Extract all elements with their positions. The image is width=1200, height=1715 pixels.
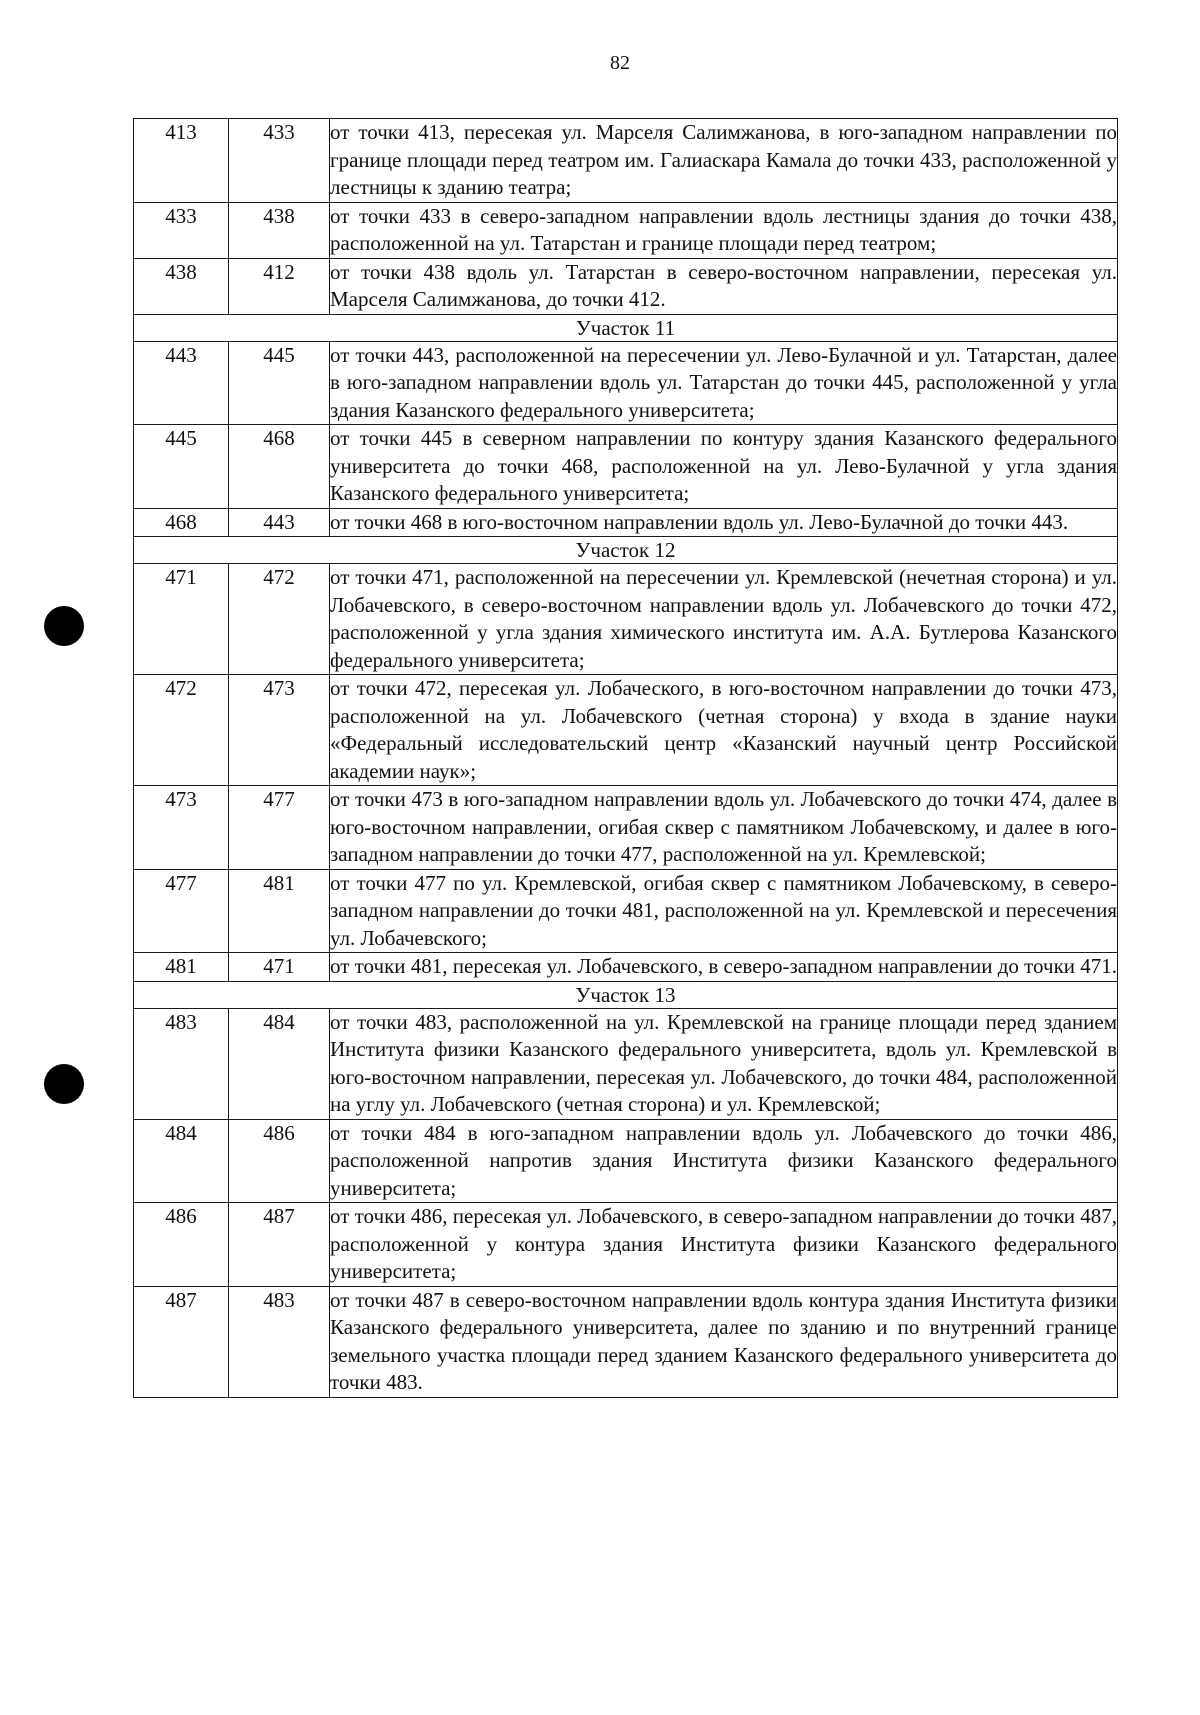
route-description-cell: от точки 471, расположенной на пересечении ул. Кремлевской (нечетная сторона) и ул. Лобачевского, в северо-восточном направлении вдоль ул. Лобачевского до точки 472, расположенной у угла здания химического института им. А.А. Бутлерова Казанского федерального университета; [330,564,1118,675]
section-header-row [134,314,1118,341]
table-row [134,1008,1118,1119]
route-description-cell: от точки 481, пересекая ул. Лобачевского, в северо-западном направлении до точки 471. [330,953,1118,982]
boundary-table [133,118,1118,1398]
to-point-cell: 477 [229,786,330,870]
from-point-cell: 484 [134,1119,229,1203]
punch-hole [44,1064,84,1104]
route-description-cell: от точки 468 в юго-восточном направлении вдоль ул. Лево-Булачной до точки 443. [330,508,1118,537]
to-point-cell: 472 [229,564,330,675]
route-description-cell: от точки 477 по ул. Кремлевской, огибая сквер с памятником Лобачевскому, в северо-западном направлении до точки 481, расположенной на ул. Кремлевской и пересечения ул. Лобачевского; [330,869,1118,953]
to-point-cell: 481 [229,869,330,953]
section-header-row [134,537,1118,564]
table-row [134,675,1118,786]
table-row [134,425,1118,509]
section-title: Участок 12 [134,537,1118,564]
route-description-cell: от точки 484 в юго-западном направлении вдоль ул. Лобачевского до точки 486, расположенной напротив здания Института физики Казанского федерального университета; [330,1119,1118,1203]
from-point-cell: 473 [134,786,229,870]
to-point-cell: 433 [229,119,330,203]
table-row [134,508,1118,537]
table-row [134,341,1118,425]
table-row [134,1119,1118,1203]
page-number: 82 [610,52,630,74]
table-row [134,1203,1118,1287]
to-point-cell: 487 [229,1203,330,1287]
section-title: Участок 11 [134,314,1118,341]
route-description-cell: от точки 486, пересекая ул. Лобачевского, в северо-западном направлении до точки 487, расположенной у контура здания Института физики Казанского федерального университета; [330,1203,1118,1287]
from-point-cell: 471 [134,564,229,675]
from-point-cell: 472 [134,675,229,786]
from-point-cell: 413 [134,119,229,203]
route-description-cell: от точки 443, расположенной на пересечении ул. Лево-Булачной и ул. Татарстан, далее в юго-западном направлении вдоль ул. Татарстан до точки 445, расположенной у угла здания Казанского федерального университета; [330,341,1118,425]
route-description-cell: от точки 433 в северо-западном направлении вдоль лестницы здания до точки 438, расположенной на ул. Татарстан и границе площади перед театром; [330,202,1118,258]
to-point-cell: 412 [229,258,330,314]
to-point-cell: 471 [229,953,330,982]
route-description-cell: от точки 438 вдоль ул. Татарстан в северо-восточном направлении, пересекая ул. Марселя Салимжанова, до точки 412. [330,258,1118,314]
from-point-cell: 468 [134,508,229,537]
from-point-cell: 438 [134,258,229,314]
to-point-cell: 443 [229,508,330,537]
from-point-cell: 477 [134,869,229,953]
to-point-cell: 445 [229,341,330,425]
route-description-cell: от точки 445 в северном направлении по контуру здания Казанского федерального университета до точки 468, расположенной на ул. Лево-Булачной у угла здания Казанского федерального университета; [330,425,1118,509]
route-description-cell: от точки 483, расположенной на ул. Кремлевской на границе площади перед зданием Института физики Казанского федерального университета, вдоль ул. Кремлевской в юго-восточном направлении, пересекая ул. Лобачевского, до точки 484, расположенной на углу ул. Лобачевского (четная сторона) и ул. Кремлевской; [330,1008,1118,1119]
route-description-cell: от точки 473 в юго-западном направлении вдоль ул. Лобачевского до точки 474, далее в юго-восточном направлении, огибая сквер с памятником Лобачевскому, и далее в юго-западном направлении до точки 477, расположенной на ул. Кремлевской; [330,786,1118,870]
route-description-cell: от точки 472, пересекая ул. Лобаческого, в юго-восточном направлении до точки 473, расположенной на ул. Лобачевского (четная сторона) у входа в здание науки «Федеральный исследовательский центр «Казанский научный центр Российской академии наук»; [330,675,1118,786]
to-point-cell: 468 [229,425,330,509]
from-point-cell: 487 [134,1286,229,1397]
from-point-cell: 443 [134,341,229,425]
to-point-cell: 438 [229,202,330,258]
from-point-cell: 445 [134,425,229,509]
punch-hole [44,606,84,646]
from-point-cell: 486 [134,1203,229,1287]
from-point-cell: 481 [134,953,229,982]
from-point-cell: 433 [134,202,229,258]
route-description-cell: от точки 487 в северо-восточном направлении вдоль контура здания Института физики Казанского федерального университета, далее по зданию и по внутренний границе земельного участка площади перед зданием Казанского федерального университета до точки 483. [330,1286,1118,1397]
table-row [134,869,1118,953]
table-row [134,202,1118,258]
table-row [134,258,1118,314]
table-row [134,786,1118,870]
to-point-cell: 486 [229,1119,330,1203]
table-row [134,953,1118,982]
route-description-cell: от точки 413, пересекая ул. Марселя Салимжанова, в юго-западном направлении по границе площади перед театром им. Галиаскара Камала до точки 433, расположенной у лестницы к зданию театра; [330,119,1118,203]
section-header-row [134,981,1118,1008]
from-point-cell: 483 [134,1008,229,1119]
section-title: Участок 13 [134,981,1118,1008]
to-point-cell: 483 [229,1286,330,1397]
to-point-cell: 484 [229,1008,330,1119]
table-row [134,564,1118,675]
table-row [134,1286,1118,1397]
table-row [134,119,1118,203]
to-point-cell: 473 [229,675,330,786]
